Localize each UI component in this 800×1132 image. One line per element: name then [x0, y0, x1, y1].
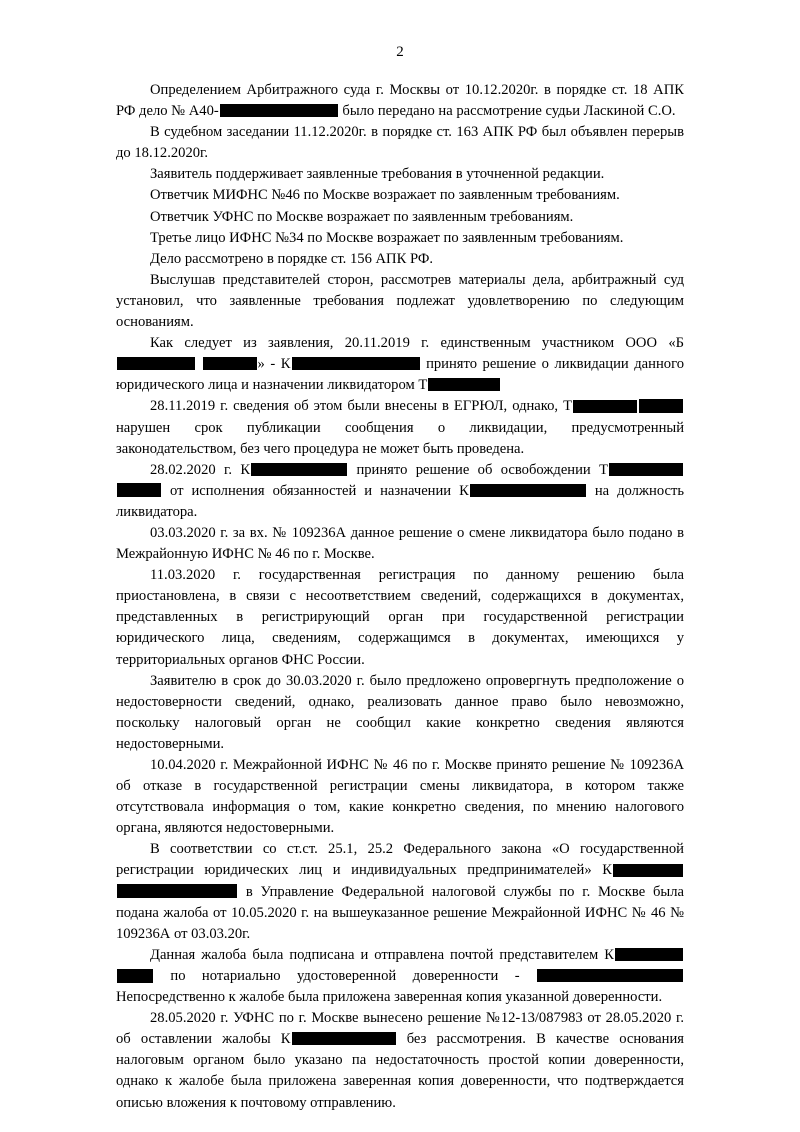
paragraph: Определением Арбитражного суда г. Москвы от 10.12.2020г. в порядке ст. 18 АПК РФ дело № А40- было передано на рассмотрение судьи Ласкиной С.О.	[116, 82, 684, 120]
paragraph: 28.11.2019 г. сведения об этом были внесены в ЕГРЮЛ, однако, Т нарушен срок публикации сообщения о ликвидации, предусмотренный законодательством, без чего процедура не может быть проведена.	[116, 398, 684, 457]
redaction-bar	[203, 357, 257, 370]
redaction-bar	[251, 463, 347, 476]
paragraph: В соответствии со ст.ст. 25.1, 25.2 Федерального закона «О государственной регистрации юридических лиц и индивидуальных предпринимателей» К в Управление Федеральной налоговой службы по г. Москве была подана жалоба от 10.05.2020 г. на вышеуказанное решение Межрайонной ИФНС № 46 № 109236А от 03.03.20г.	[116, 841, 684, 942]
paragraph: Данная жалоба была подписана и отправлена почтой представителем К по нотариально удостоверенной доверенности - Непосредственно к жалобе была приложена заверенная копия указанной доверенности.	[116, 945, 684, 1008]
paragraph: 10.04.2020 г. Межрайонной ИФНС № 46 по г. Москве принято решение № 109236А об отказе в государственной регистрации смены ликвидатора, в котором также отсутствовала информация о том, какие конкретно сведения, по мнению налогового органа, являются недостоверными.	[116, 757, 684, 837]
redaction-bar	[292, 357, 420, 370]
redaction-bar	[615, 948, 683, 961]
paragraph: Заявителю в срок до 30.03.2020 г. было предложено опровергнуть предположение о недостоверности сведений, однако, реализовать данное право было невозможно, поскольку налоговый орган не сообщил какие конкретно сведения являются недостоверными.	[116, 672, 684, 752]
paragraph: Третье лицо ИФНС №34 по Москве возражает по заявленным требованиям.	[150, 229, 624, 246]
redaction-bar	[573, 400, 637, 413]
redaction-bar	[613, 864, 683, 877]
redaction-bar	[639, 399, 683, 413]
redaction-bar	[220, 104, 338, 117]
page-number: 2	[396, 44, 404, 60]
paragraph: Как следует из заявления, 20.11.2019 г. единственным участником ООО «Б » - К принято решение о ликвидации данного юридического лица и назначении ликвидатором Т	[116, 335, 684, 394]
redaction-bar	[537, 969, 683, 982]
paragraph: В судебном заседании 11.12.2020г. в порядке ст. 163 АПК РФ был объявлен перерыв до 18.12.2020г.	[116, 124, 684, 162]
redaction-bar	[428, 378, 500, 391]
redaction-bar	[609, 463, 683, 476]
redaction-bar	[117, 969, 153, 983]
paragraph: 11.03.2020 г. государственная регистрация по данному решению была приостановлена, в связи с несоответствием сведений, содержащихся в документах, представленных в регистрирующий орган при государственной регистрации юридического лица, сведениям, содержащимся в документах, имеющихся у территориальных органов ФНС России.	[116, 567, 684, 668]
paragraph: 03.03.2020 г. за вх. № 109236А данное решение о смене ликвидатора было подано в Межрайонную ИФНС № 46 по г. Москве.	[116, 524, 684, 563]
redaction-bar	[117, 884, 237, 898]
paragraph: Дело рассмотрено в порядке ст. 156 АПК РФ.	[150, 250, 434, 267]
redaction-bar	[117, 483, 161, 497]
paragraph: 28.05.2020 г. УФНС по г. Москве вынесено решение №12-13/087983 от 28.05.2020 г. об оставлении жалобы К без рассмотрения. В качестве основания налоговым органом было указано па недостаточность простой копии доверенности, однако к жалобе была приложена заверенная копия доверенности, что подтверждается описью вложения к почтовому отправлению.	[116, 1010, 684, 1111]
document-body	[116, 80, 684, 1114]
redaction-bar	[117, 357, 195, 370]
paragraph: Ответчик УФНС по Москве возражает по заявленным требованиям.	[150, 208, 574, 225]
paragraph: Заявитель поддерживает заявленные требования в уточненной редакции.	[150, 166, 605, 183]
redaction-bar	[470, 484, 586, 497]
paragraph: Выслушав представителей сторон, рассмотрев материалы дела, арбитражный суд установил, что заявленные требования подлежат удовлетворению по следующим основаниям.	[116, 271, 684, 331]
paragraph: Ответчик МИФНС №46 по Москве возражает по заявленным требованиям.	[150, 187, 620, 204]
redaction-bar	[292, 1032, 396, 1045]
paragraph: 28.02.2020 г. К принято решение об освобождении Т от исполнения обязанностей и назначении К на должность ликвидатора.	[116, 461, 684, 520]
